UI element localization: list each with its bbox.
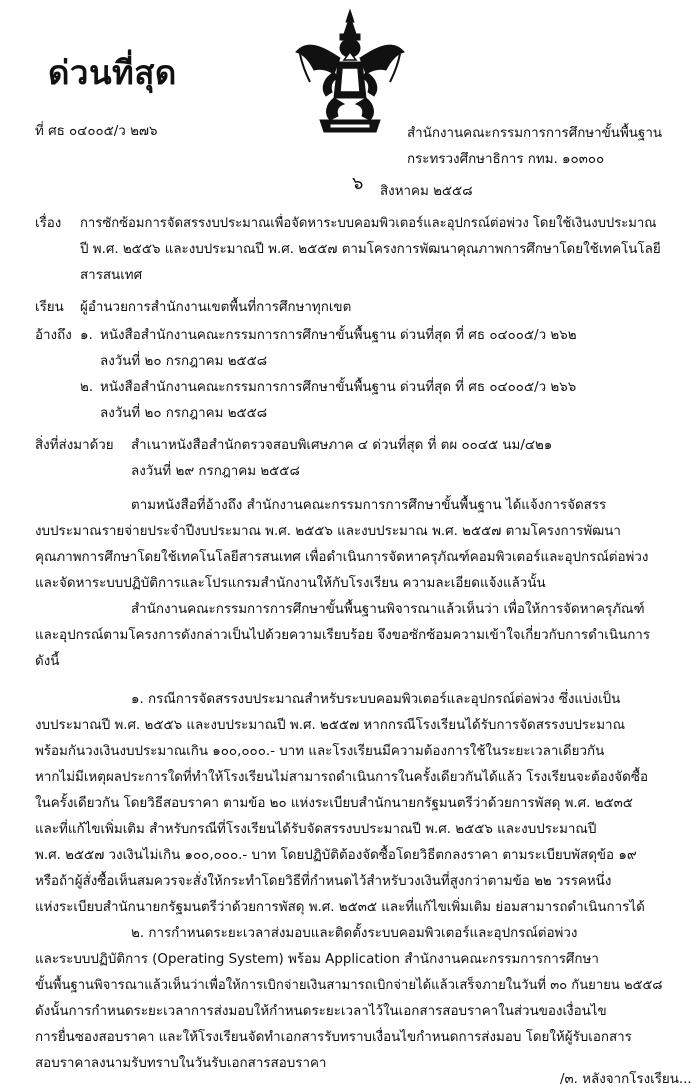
body-line: ในครั้งเดียวกัน โดยวิธีสอบราคา ตามข้อ ๒๐ แห่งระเบียบสำนักนายกรัฐมนตรีว่าด้วยการพัสดุ พ.ศ. ๒๕๓๕ <box>35 796 633 811</box>
body-line: พร้อมกันวงเงินงบประมาณเกิน ๑๐๐,๐๐๐.- บาท และโรงเรียนมีความต้องการใช้ในระยะเวลาเดียวกัน <box>35 744 605 759</box>
org-address: กระทรวงศึกษาธิการ กทม. ๑๐๓๐๐ <box>407 152 605 167</box>
salutation-label: เรียน <box>35 300 64 315</box>
subject-line: ปี พ.ศ. ๒๕๕๖ และงบประมาณปี พ.ศ. ๒๕๕๗ ตามโครงการพัฒนาคุณภาพการศึกษาโดยใช้เทคโนโลยี <box>80 242 661 257</box>
subject-line: สารสนเทศ <box>80 268 143 283</box>
body-line: สอบราคาลงนามรับทราบในวันรับเอกสารสอบราคา <box>35 1056 327 1071</box>
enclosure-date: ลงวันที่ ๒๙ กรกฎาคม ๒๕๕๘ <box>131 464 300 479</box>
body-line: แห่งระเบียบสำนักนายกรัฐมนตรีว่าด้วยการพัสดุ พ.ศ. ๒๕๓๕ และที่แก้ไขเพิ่มเติม ย่อมสามารถดำเนินการได้ <box>35 900 645 915</box>
body-line: ขั้นพื้นฐานพิจารณาแล้วเห็นว่าเพื่อให้การเบิกจ่ายเงินสามารถเบิกจ่ายได้แล้วเสร็จภายในวันที่ ๓๐ กันยายน ๒๕๕๘ <box>35 978 663 993</box>
salutation-text: ผู้อำนวยการสำนักงานเขตพื้นที่การศึกษาทุกเขต <box>80 300 352 315</box>
body-line: หรือถ้าผู้สั่งซื้อเห็นสมควรจะสั่งให้กระทำโดยวิธีที่กำหนดไว้สำหรับวงเงินที่สูงกว่าตามข้อ ๒๒ วรรคหนึ่ง <box>35 874 612 889</box>
body-line: พ.ศ. ๒๕๕๗ วงเงินไม่เกิน ๑๐๐,๐๐๐.- บาท โดยปฏิบัติต้องจัดซื้อโดยวิธีตกลงราคา ตามระเบียบพัสดุข้อ ๑๙ <box>35 848 637 863</box>
body-line: สำนักงานคณะกรรมการการศึกษาขั้นพื้นฐานพิจารณาแล้วเห็นว่า เพื่อให้การจัดหาครุภัณฑ์ <box>131 602 645 617</box>
reference-text: หนังสือสำนักงานคณะกรรมการการศึกษาขั้นพื้นฐาน ด่วนที่สุด ที่ ศธ ๐๔๐๐๕/ว ๒๖๒ <box>100 328 577 343</box>
body-line: ตามหนังสือที่อ้างถึง สำนักงานคณะกรรมการการศึกษาขั้นพื้นฐาน ได้แจ้งการจัดสรร <box>131 498 607 513</box>
body-line: ๒. การกำหนดระยะเวลาส่งมอบและติดตั้งระบบคอมพิวเตอร์และอุปกรณ์ต่อพ่วง <box>131 926 578 941</box>
body-line: ดังนี้ <box>35 654 60 669</box>
reference-label: อ้างถึง <box>35 328 72 343</box>
body-line: และจัดหาระบบปฏิบัติการและโปรแกรมสำนักงานให้กับโรงเรียน ความละเอียดแจ้งแล้วนั้น <box>35 576 546 591</box>
body-line: และที่แก้ไขเพิ่มเติม สำหรับกรณีที่โรงเรียนได้รับจัดสรรงบประมาณปี พ.ศ. ๒๕๕๖ และงบประมาณปี <box>35 822 597 837</box>
subject-line: การซักซ้อมการจัดสรรงบประมาณเพื่อจัดหาระบบคอมพิวเตอร์และอุปกรณ์ต่อพ่วง โดยใช้เงินงบประมาณ <box>80 216 657 231</box>
body-line: และระบบปฏิบัติการ (Operating System) พร้อม Application สำนักงานคณะกรรมการการศึกษา <box>35 952 599 967</box>
org-name: สำนักงานคณะกรรมการการศึกษาขั้นพื้นฐาน <box>407 126 662 141</box>
body-line: การยื่นซองสอบราคา และให้โรงเรียนจัดทำเอกสารรับทราบเงื่อนไขกำหนดการส่งมอบ โดยให้ผู้รับเอกสาร <box>35 1030 632 1045</box>
reference-number: ๒. <box>80 380 94 395</box>
body-line: งบประมาณปี พ.ศ. ๒๕๕๖ และงบประมาณปี พ.ศ. ๒๕๕๗ หากกรณีโรงเรียนได้รับการจัดสรรงบประมาณ <box>35 718 625 733</box>
reference-number: ๑. <box>80 328 93 343</box>
urgency-heading: ด่วนที่สุด <box>48 53 177 92</box>
body-line: คุณภาพการศึกษาโดยใช้เทคโนโลยีสารสนเทศ เพื่อดำเนินการจัดหาครุภัณฑ์คอมพิวเตอร์และอุปกรณ์ต่อพ่วง <box>35 550 649 565</box>
reference-date: ลงวันที่ ๒๐ กรกฎาคม ๒๕๕๘ <box>100 354 268 369</box>
body-line: และอุปกรณ์ตามโครงการดังกล่าวเป็นไปด้วยความเรียบร้อย จึงขอซักซ้อมความเข้าใจเกี่ยวกับการดำเนินการ <box>35 628 651 643</box>
date-day: ๖ <box>352 173 364 194</box>
reference-date: ลงวันที่ ๒๐ กรกฎาคม ๒๕๕๘ <box>100 406 268 421</box>
date-month-year: สิงหาคม ๒๕๕๘ <box>380 184 473 199</box>
body-line: งบประมาณรายจ่ายประจำปีงบประมาณ พ.ศ. ๒๕๕๖ และงบประมาณ พ.ศ. ๒๕๕๗ ตามโครงการพัฒนา <box>35 524 621 539</box>
reference-text: หนังสือสำนักงานคณะกรรมการการศึกษาขั้นพื้นฐาน ด่วนที่สุด ที่ ศธ ๐๔๐๐๕/ว ๒๖๖ <box>100 380 577 395</box>
enclosure-label: สิ่งที่ส่งมาด้วย <box>35 438 114 453</box>
body-line: หากไม่มีเหตุผลประการใดที่ทำให้โรงเรียนไม่สามารถดำเนินการในครั้งเดียวกันได้แล้ว โรงเรียนจะต้องจัดซื้อ <box>35 770 648 785</box>
subject-label: เรื่อง <box>35 216 62 231</box>
continuation-marker: /๓. หลังจากโรงเรียน... <box>560 1072 692 1087</box>
body-line: ๑. กรณีการจัดสรรงบประมาณสำหรับระบบคอมพิวเตอร์และอุปกรณ์ต่อพ่วง ซึ่งแบ่งเป็น <box>131 692 621 707</box>
enclosure-text: สำเนาหนังสือสำนักตรวจสอบพิเศษภาค ๔ ด่วนที่สุด ที่ ตผ ๐๐๔๕ นม/๔๒๑ <box>131 438 553 453</box>
garuda-emblem-icon <box>290 8 410 136</box>
document-number: ที่ ศธ ๐๔๐๐๕/ว ๒๗๖ <box>35 124 158 139</box>
body-line: ดังนั้นการกำหนดระยะเวลาการส่งมอบให้กำหนดระยะเวลาไว้ในเอกสารสอบราคาในส่วนของเงื่อนไข <box>35 1004 607 1019</box>
